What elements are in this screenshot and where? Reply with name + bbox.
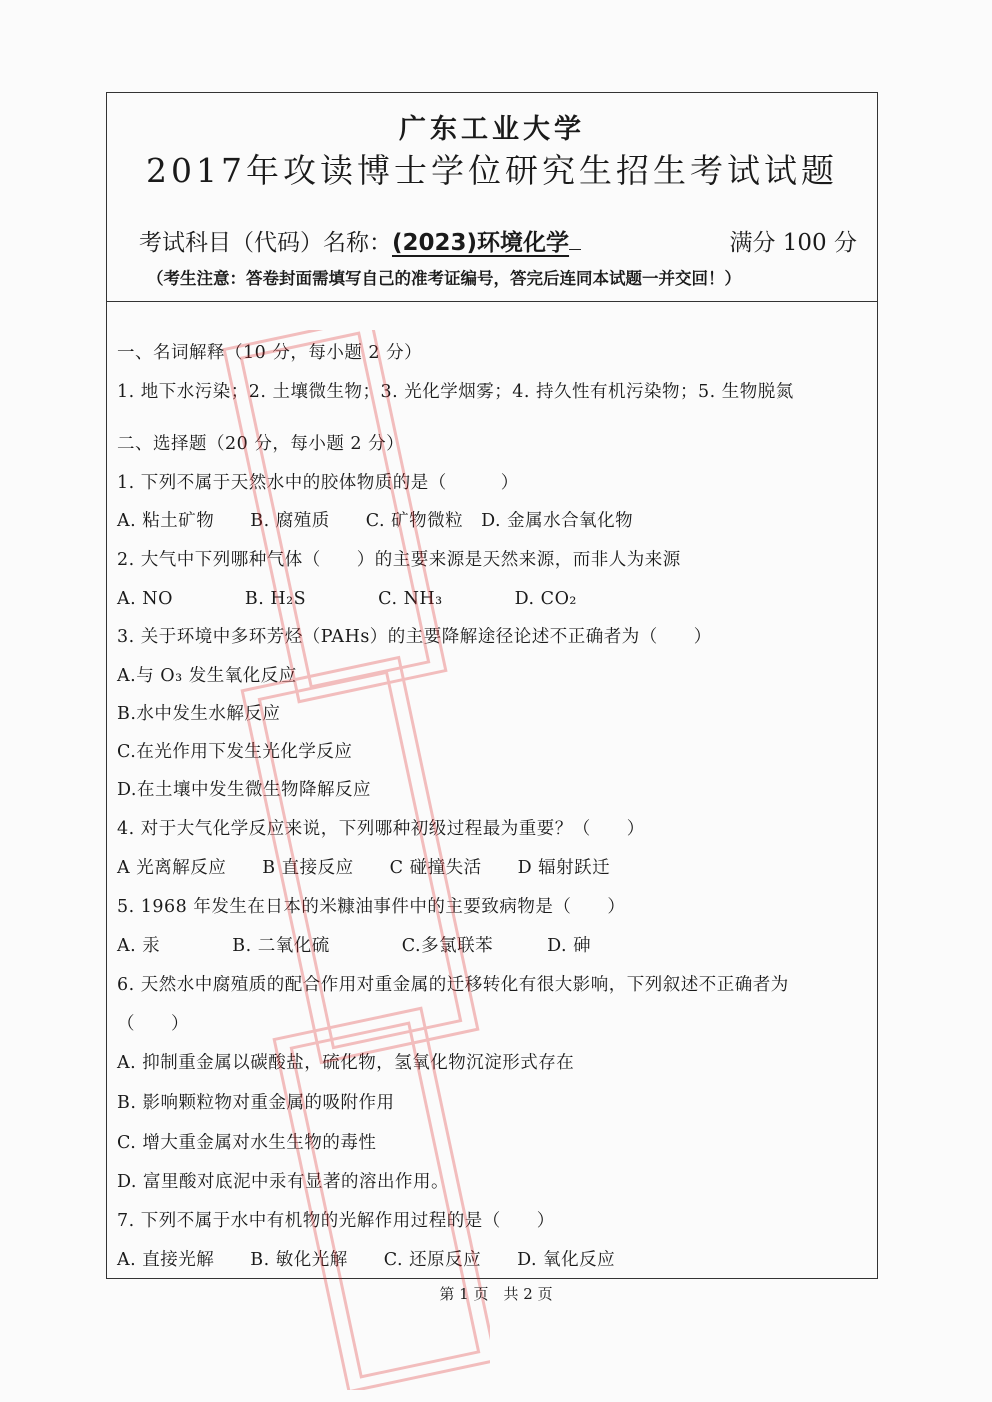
option-line: A. 直接光解 B. 敏化光解 C. 还原反应 D. 氧化反应 [117,1250,616,1270]
subject-line [139,224,581,257]
university-name: 广东工业大学 [399,114,585,145]
option-line: C.在光作用下发生光化学反应 [117,742,353,762]
question-line: 5. 1968 年发生在日本的米糠油事件中的主要致病物是（ ） [117,897,626,917]
option-line: B. 影响颗粒物对重金属的吸附作用 [117,1093,395,1113]
section-heading: 二、选择题（20 分，每小题 2 分） [117,434,405,454]
subject-name: (2023)环境化学 [392,230,570,256]
option-line: A. 粘土矿物 B. 腐殖质 C. 矿物微粒 D. 金属水合氧化物 [117,511,634,531]
subject-underline [569,227,581,250]
option-line: D. 富里酸对底泥中汞有显著的溶出作用。 [117,1172,450,1192]
exam-frame [106,92,878,1279]
section-heading: 一、名词解释（10 分，每小题 2 分） [117,343,423,363]
question-line: （ ） [117,1014,189,1034]
question-line: 3. 关于环境中多环芳烃（PAHs）的主要降解途径论述不正确者为（ ） [117,627,712,647]
question-line: 4. 对于大气化学反应来说，下列哪种初级过程最为重要？（ ） [117,819,645,839]
option-line: A. 抑制重金属以碳酸盐，硫化物，氢氧化物沉淀形式存在 [117,1053,575,1073]
option-line: A 光离解反应 B 直接反应 C 碰撞失活 D 辐射跃迁 [117,858,611,878]
exam-header [107,93,877,302]
subject-label: 考试科目（代码）名称： [139,230,392,256]
question-line: 1. 下列不属于天然水中的胶体物质的是（ ） [117,473,519,493]
option-line: A. NO B. H₂S C. NH₃ D. CO₂ [117,589,577,609]
page-number: 第 1 页 共 2 页 [439,1285,553,1303]
option-line: C. 增大重金属对水生生物的毒性 [117,1133,377,1153]
question-line: 6. 天然水中腐殖质的配合作用对重金属的迁移转化有很大影响，下列叙述不正确者为 [117,975,789,995]
full-score: 满分 100 分 [729,230,857,256]
option-line: A.与 O₃ 发生氧化反应 [117,666,297,686]
question-line: 1. 地下水污染；2. 土壤微生物；3. 光化学烟雾；4. 持久性有机污染物；5. 生物脱氮 [117,382,794,402]
candidate-notice: （考生注意：答卷封面需填写自己的准考证编号，答完后连同本试题一并交回！） [147,269,741,288]
option-line: A. 汞 B. 二氧化硫 C.多氯联苯 D. 砷 [117,936,592,956]
question-line: 2. 大气中下列哪种气体（ ）的主要来源是天然来源，而非人为来源 [117,550,681,570]
exam-title: 2017年攻读博士学位研究生招生考试试题 [146,151,838,190]
option-line: D.在土壤中发生微生物降解反应 [117,780,371,800]
option-line: B.水中发生水解反应 [117,704,281,724]
question-line: 7. 下列不属于水中有机物的光解作用过程的是（ ） [117,1211,555,1231]
